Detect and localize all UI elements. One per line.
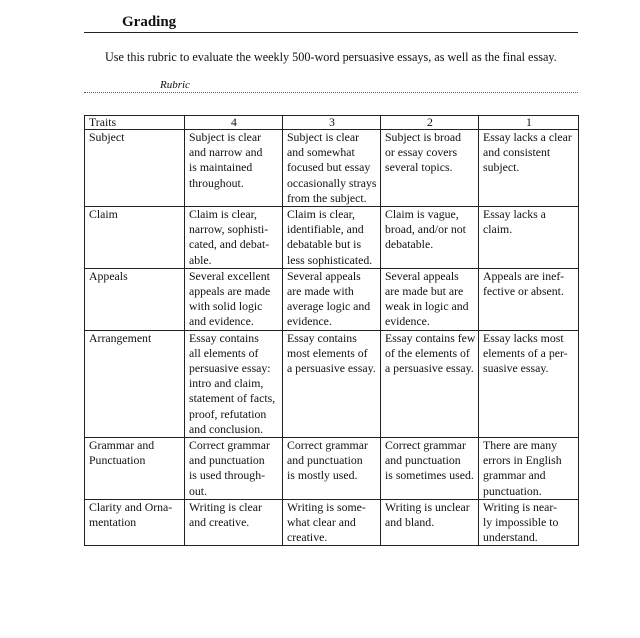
cell-text-line: are made with (287, 284, 354, 299)
cell-text-line: Claim (89, 207, 118, 222)
score-1-cell (479, 268, 579, 330)
cell-text-line: Writing is clear (189, 499, 262, 514)
rubric-caption: Rubric (160, 79, 190, 91)
cell-text-line: all elements of (189, 345, 259, 360)
table-header-row (85, 116, 579, 130)
cell-text-line: debatable but is (287, 237, 362, 252)
score-3-cell (283, 268, 381, 330)
cell-text-line: broad, and/or not (385, 222, 466, 237)
header-score-4: 4 (185, 116, 283, 130)
cell-text-line: suasive essay. (483, 361, 549, 376)
cell-text-line: ly impossible to (483, 515, 559, 530)
cell-text-line: weak in logic and (385, 299, 469, 314)
header-traits: Traits (85, 116, 185, 130)
cell-text-line: punctuation. (483, 483, 542, 498)
cell-text-line: cated, and debat- (189, 237, 270, 252)
cell-text-line: Subject (89, 130, 125, 144)
cell-text-line: with solid logic (189, 299, 263, 314)
cell-text-line: Writing is near- (483, 499, 557, 514)
trait-cell (85, 438, 185, 500)
cell-text-line: Appeals are inef- (483, 268, 565, 283)
cell-text-line: and consistent (483, 145, 551, 160)
score-1-cell (479, 499, 579, 546)
cell-text-line: grammar and (483, 468, 546, 483)
table-row-appeals (85, 268, 579, 330)
cell-text-line: Correct grammar (189, 438, 270, 453)
section-heading: Grading (84, 14, 578, 33)
cell-text-line: Subject is broad (385, 130, 462, 144)
score-2-cell (381, 268, 479, 330)
score-3-cell (283, 130, 381, 207)
cell-text-line: a persuasive essay. (385, 361, 474, 376)
intro-paragraph: Use this rubric to evaluate the weekly 500-word persuasive essays, as well as the final essay. (105, 50, 557, 64)
table-row-subject (85, 130, 579, 207)
cell-text-line: or essay covers (385, 145, 458, 160)
dotted-divider (84, 92, 578, 93)
score-2-cell (381, 330, 479, 437)
cell-text-line: Correct grammar (385, 438, 466, 453)
cell-text-line: and somewhat (287, 145, 355, 160)
cell-text-line: Claim is clear, (287, 207, 355, 222)
cell-text-line: and punctuation (189, 453, 265, 468)
cell-text-line: are made but are (385, 284, 464, 299)
cell-text-line: most elements of (287, 345, 368, 360)
trait-cell (85, 207, 185, 269)
score-3-cell (283, 207, 381, 269)
cell-text-line: able. (189, 252, 212, 267)
cell-text-line: Punctuation (89, 453, 146, 468)
rubric-table (84, 115, 579, 546)
header-score-1: 1 (479, 116, 579, 130)
cell-text-line: and conclusion. (189, 421, 264, 436)
cell-text-line: several topics. (385, 160, 453, 175)
score-1-cell (479, 207, 579, 269)
cell-text-line: and bland. (385, 515, 435, 530)
cell-text-line: Correct grammar (287, 438, 368, 453)
table-row-arrangement (85, 330, 579, 437)
score-1-cell (479, 438, 579, 500)
table-row-clarity-ornamentation (85, 499, 579, 546)
score-3-cell (283, 438, 381, 500)
cell-text-line: proof, refutation (189, 406, 267, 421)
cell-text-line: Appeals (89, 268, 128, 283)
score-2-cell (381, 438, 479, 500)
score-1-cell (479, 130, 579, 207)
cell-text-line: claim. (483, 222, 513, 237)
cell-text-line: is maintained (189, 160, 253, 175)
cell-text-line: a persuasive essay. (287, 361, 376, 376)
cell-text-line: Several appeals (385, 268, 459, 283)
cell-text-line: is mostly used. (287, 468, 358, 483)
header-score-2: 2 (381, 116, 479, 130)
score-3-cell (283, 330, 381, 437)
score-1-cell (479, 330, 579, 437)
cell-text-line: appeals are made (189, 284, 271, 299)
table-row-claim (85, 207, 579, 269)
score-2-cell (381, 207, 479, 269)
cell-text-line: errors in English (483, 453, 562, 468)
cell-text-line: less sophisticated. (287, 252, 373, 267)
score-2-cell (381, 130, 479, 207)
cell-text-line: statement of facts, (189, 391, 276, 406)
score-3-cell (283, 499, 381, 546)
cell-text-line: throughout. (189, 175, 244, 190)
cell-text-line: out. (189, 483, 208, 498)
trait-cell (85, 268, 185, 330)
cell-text-line: what clear and (287, 515, 356, 530)
cell-text-line: Essay contains (287, 330, 357, 345)
cell-text-line: Grammar and (89, 438, 155, 453)
cell-text-line: from the subject. (287, 190, 367, 205)
score-4-cell (185, 268, 283, 330)
cell-text-line: is sometimes used. (385, 468, 474, 483)
cell-text-line: narrow, sophisti- (189, 222, 269, 237)
cell-text-line: and narrow and (189, 145, 263, 160)
cell-text-line: persuasive essay: (189, 361, 271, 376)
cell-text-line: Writing is some- (287, 499, 366, 514)
cell-text-line: and punctuation (385, 453, 461, 468)
header-score-3: 3 (283, 116, 381, 130)
cell-text-line: of the elements of (385, 345, 470, 360)
cell-text-line: elements of a per- (483, 345, 568, 360)
cell-text-line: Clarity and Orna- (89, 499, 173, 514)
cell-text-line: mentation (89, 515, 137, 530)
cell-text-line: Essay lacks most (483, 330, 564, 345)
cell-text-line: focused but essay (287, 160, 371, 175)
trait-cell (85, 130, 185, 207)
cell-text-line: Writing is unclear (385, 499, 470, 514)
cell-text-line: Essay contains (189, 330, 259, 345)
cell-text-line: average logic and (287, 299, 371, 314)
cell-text-line: and creative. (189, 515, 250, 530)
cell-text-line: evidence. (287, 314, 332, 329)
table-row-grammar-punctuation (85, 438, 579, 500)
cell-text-line: understand. (483, 530, 538, 545)
cell-text-line: Arrangement (89, 330, 152, 345)
score-4-cell (185, 499, 283, 546)
score-4-cell (185, 130, 283, 207)
cell-text-line: creative. (287, 530, 328, 545)
score-4-cell (185, 207, 283, 269)
cell-text-line: and punctuation (287, 453, 363, 468)
cell-text-line: subject. (483, 160, 520, 175)
score-4-cell (185, 330, 283, 437)
score-4-cell (185, 438, 283, 500)
cell-text-line: evidence. (385, 314, 430, 329)
cell-text-line: Several appeals (287, 268, 361, 283)
cell-text-line: Subject is clear (189, 130, 262, 144)
cell-text-line: Subject is clear (287, 130, 360, 144)
cell-text-line: Essay lacks a clear (483, 130, 572, 144)
cell-text-line: Claim is clear, (189, 207, 257, 222)
cell-text-line: intro and claim, (189, 376, 264, 391)
cell-text-line: fective or absent. (483, 284, 564, 299)
cell-text-line: Essay lacks a (483, 207, 546, 222)
cell-text-line: debatable. (385, 237, 434, 252)
cell-text-line: Claim is vague, (385, 207, 459, 222)
cell-text-line: Several excellent (189, 268, 270, 283)
cell-text-line: identifiable, and (287, 222, 364, 237)
trait-cell (85, 499, 185, 546)
cell-text-line: is used through- (189, 468, 266, 483)
cell-text-line: occasionally strays (287, 175, 377, 190)
cell-text-line: There are many (483, 438, 558, 453)
cell-text-line: and evidence. (189, 314, 254, 329)
trait-cell (85, 330, 185, 437)
cell-text-line: Essay contains few (385, 330, 476, 345)
score-2-cell (381, 499, 479, 546)
